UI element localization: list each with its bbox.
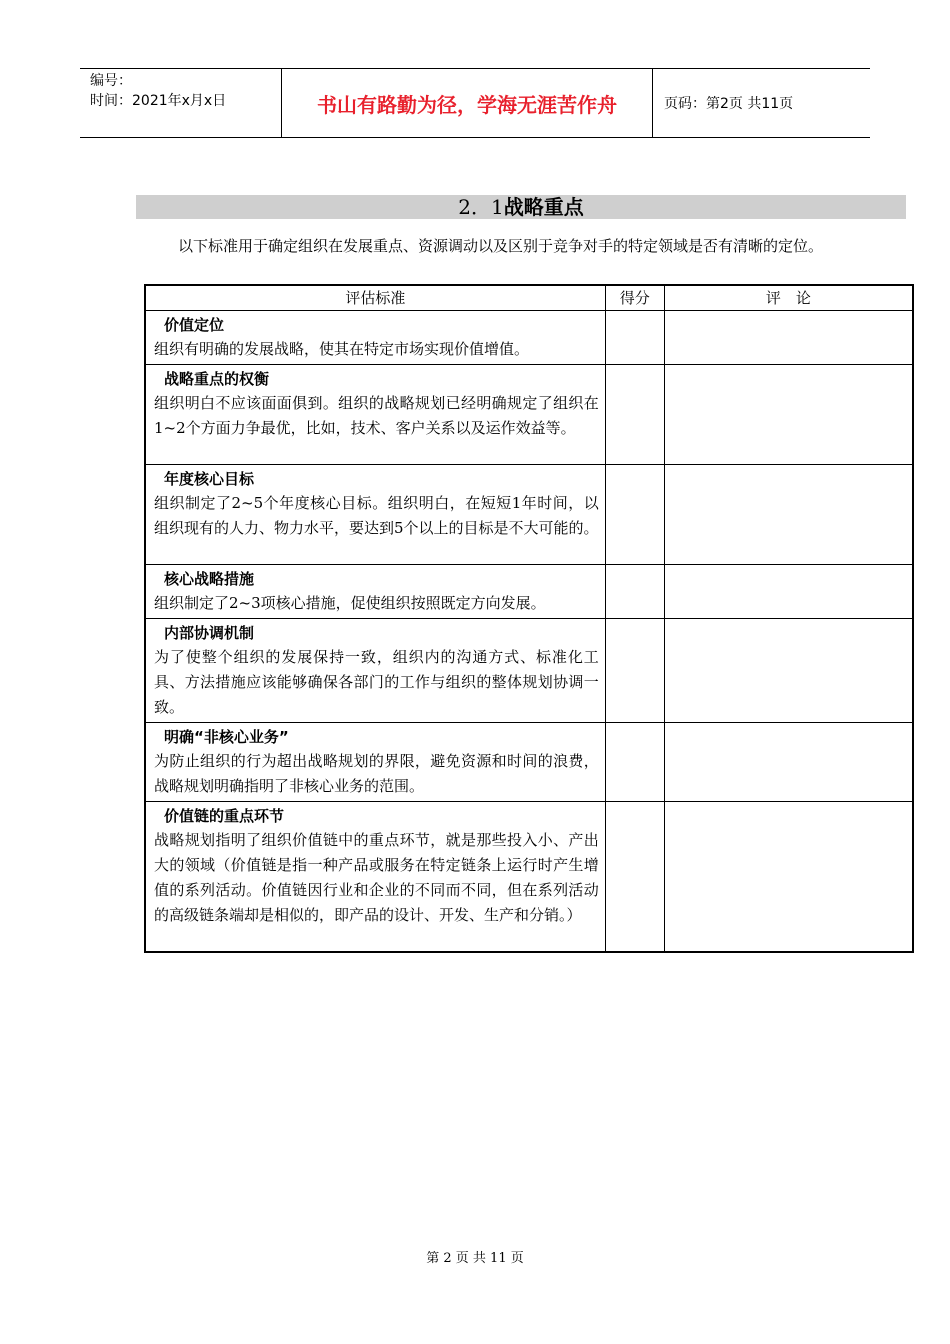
criteria-cell bbox=[145, 802, 605, 952]
criteria-description: 组织制定了2~5个年度核心目标。组织明白，在短短1年时间，以组织现有的人力、物力水平，要达到5个以上的目标是不大可能的。 bbox=[154, 494, 599, 537]
table-row bbox=[145, 565, 913, 619]
table-row bbox=[145, 365, 913, 465]
header-page-info: 页码：第2页 共11页 bbox=[664, 96, 794, 112]
comment-cell[interactable] bbox=[664, 802, 913, 952]
criteria-cell bbox=[145, 365, 605, 465]
score-cell[interactable] bbox=[605, 365, 664, 465]
criteria-cell bbox=[145, 311, 605, 365]
score-cell[interactable] bbox=[605, 619, 664, 723]
comment-cell[interactable] bbox=[664, 619, 913, 723]
table-row bbox=[145, 723, 913, 802]
criteria-cell bbox=[145, 619, 605, 723]
section-title bbox=[136, 195, 906, 219]
evaluation-table bbox=[144, 284, 914, 953]
comment-cell[interactable] bbox=[664, 365, 913, 465]
table-row bbox=[145, 802, 913, 952]
criteria-cell bbox=[145, 723, 605, 802]
score-cell[interactable] bbox=[605, 311, 664, 365]
criteria-title: 内部协调机制 bbox=[164, 624, 255, 642]
score-cell[interactable] bbox=[605, 465, 664, 565]
criteria-description: 组织明白不应该面面俱到。组织的战略规划已经明确规定了组织在1~2个方面力争最优，比如，技术、客户关系以及运作效益等。 bbox=[154, 394, 599, 437]
score-cell[interactable] bbox=[605, 565, 664, 619]
page-header bbox=[80, 68, 870, 138]
comment-cell[interactable] bbox=[664, 565, 913, 619]
comment-cell[interactable] bbox=[664, 723, 913, 802]
criteria-title: 明确“非核心业务” bbox=[164, 728, 289, 746]
criteria-cell bbox=[145, 465, 605, 565]
criteria-title: 战略重点的权衡 bbox=[164, 370, 270, 388]
document-time: 时间：2021年x月x日 bbox=[90, 93, 227, 109]
criteria-title: 价值链的重点环节 bbox=[164, 807, 285, 825]
intro-paragraph: 以下标准用于确定组织在发展重点、资源调动以及区别于竞争对手的特定领域是否有清晰的定位。 bbox=[178, 237, 824, 255]
header-score: 得分 bbox=[605, 285, 664, 311]
criteria-description: 组织有明确的发展战略，使其在特定市场实现价值增值。 bbox=[154, 340, 530, 358]
criteria-description: 为了使整个组织的发展保持一致，组织内的沟通方式、标准化工具、方法措施应该能够确保各部门的工作与组织的整体规划协调一致。 bbox=[154, 648, 599, 716]
comment-cell[interactable] bbox=[664, 465, 913, 565]
criteria-description: 组织制定了2~3项核心措施，促使组织按照既定方向发展。 bbox=[154, 594, 546, 612]
score-cell[interactable] bbox=[605, 723, 664, 802]
criteria-title: 年度核心目标 bbox=[164, 470, 255, 488]
header-comment: 评 论 bbox=[664, 285, 913, 311]
page-footer: 第 2 页 共 11 页 bbox=[426, 1251, 524, 1266]
criteria-cell bbox=[145, 565, 605, 619]
comment-cell[interactable] bbox=[664, 311, 913, 365]
score-cell[interactable] bbox=[605, 802, 664, 952]
header-motto: 书山有路勤为径，学海无涯苦作舟 bbox=[317, 92, 617, 117]
section-number: 2．1 bbox=[458, 195, 504, 219]
criteria-title: 价值定位 bbox=[164, 316, 225, 334]
criteria-description: 战略规划指明了组织价值链中的重点环节，就是那些投入小、产出大的领域（价值链是指一种产品或服务在特定链条上运行时产生增值的系列活动。价值链因行业和企业的不同而不同，但在系列活动的高级链条端却是相似的，即产品的设计、开发、生产和分销。） bbox=[154, 831, 599, 924]
header-meta bbox=[80, 69, 282, 137]
table-row bbox=[145, 619, 913, 723]
header-criteria: 评估标准 bbox=[145, 285, 605, 311]
table-header-row bbox=[145, 285, 913, 311]
document-number-label: 编号： bbox=[90, 73, 132, 89]
header-motto-cell bbox=[282, 69, 653, 137]
criteria-description: 为防止组织的行为超出战略规划的界限，避免资源和时间的浪费，战略规划明确指明了非核心业务的范围。 bbox=[154, 752, 599, 795]
criteria-title: 核心战略措施 bbox=[164, 570, 255, 588]
section-title-text: 战略重点 bbox=[503, 195, 584, 219]
table-row bbox=[145, 465, 913, 565]
table-row bbox=[145, 311, 913, 365]
